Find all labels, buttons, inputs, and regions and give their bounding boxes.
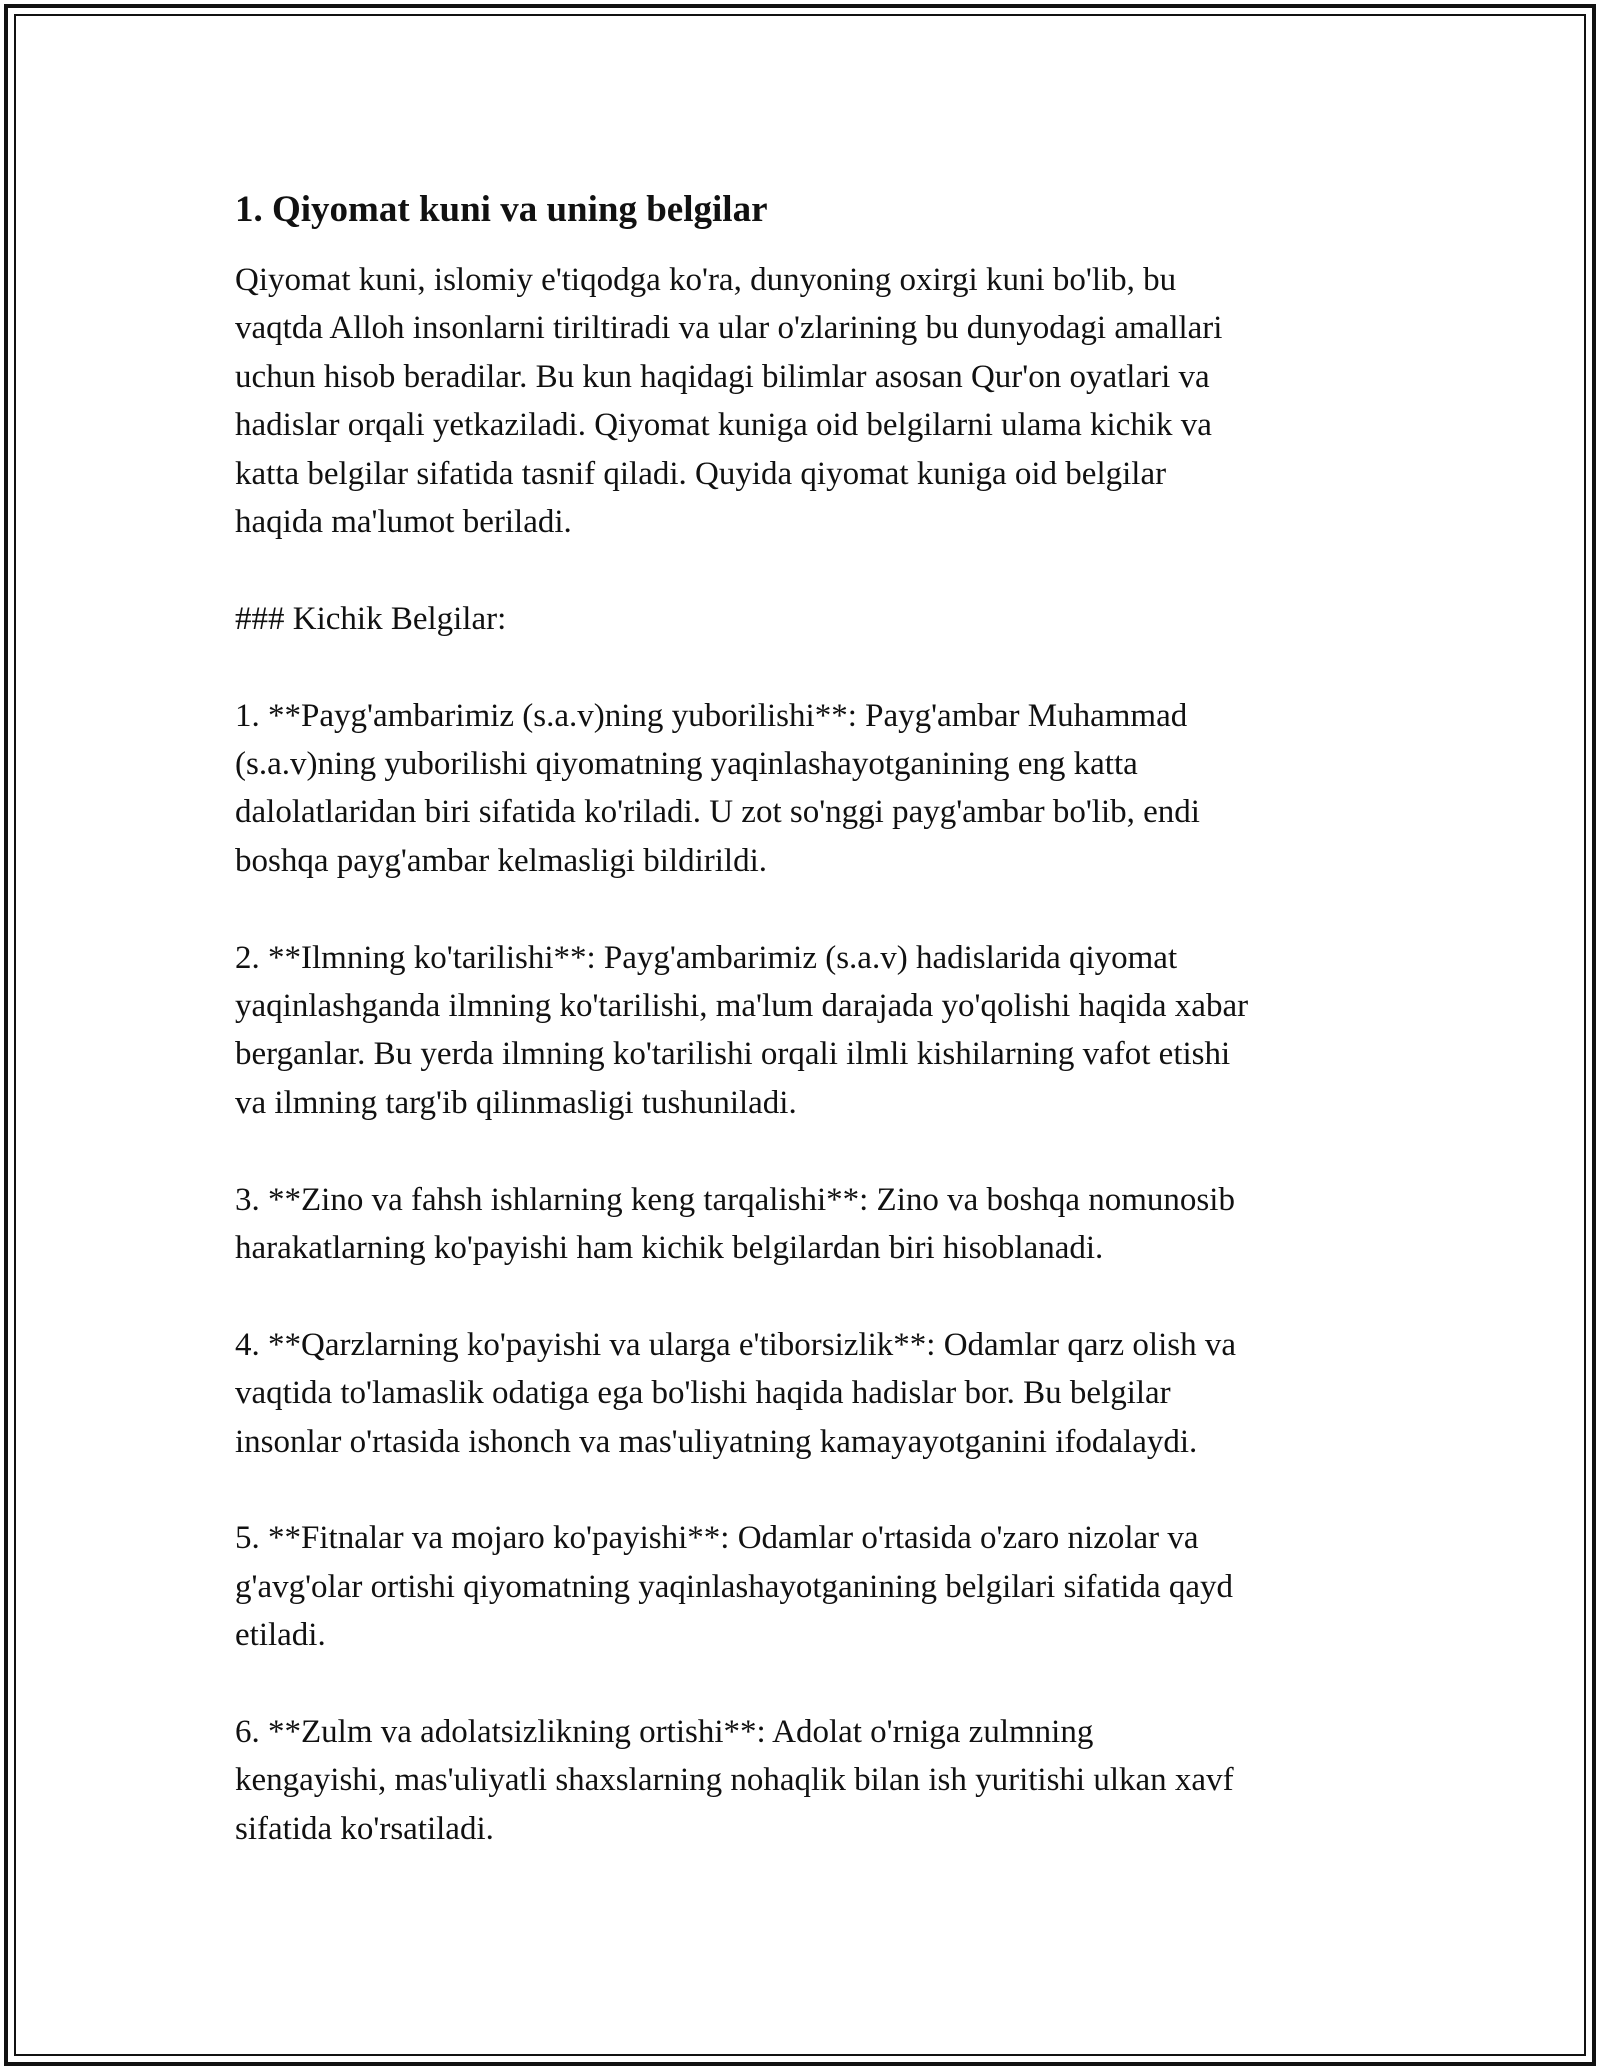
paragraph-gap xyxy=(235,643,1370,691)
text-line: dalolatlaridan biri sifatida ko'riladi. U zot so'nggi payg'ambar bo'lib, endi xyxy=(235,794,1200,831)
list-item xyxy=(235,1514,1370,1659)
signs-list xyxy=(235,643,1370,1853)
text-line: katta belgilar sifatida tasnif qiladi. Quyida qiyomat kuniga oid belgilar xyxy=(235,455,1167,492)
text-line: berganlar. Bu yerda ilmning ko'tarilishi orqali ilmli kishilarning vafot etishi xyxy=(235,1036,1231,1073)
text-line: uchun hisob beradilar. Bu kun haqidagi bilimlar asosan Qur'on oyatlari va xyxy=(235,358,1210,395)
text-line: 6. **Zulm va adolatsizlikning ortishi**: Adolat o'rniga zulmning xyxy=(235,1714,1094,1751)
text-line: vaqtda Alloh insonlarni tiriltiradi va ular o'zlarining bu dunyodagi amallari xyxy=(235,310,1223,347)
text-line: insonlar o'rtasida ishonch va mas'uliyatning kamayayotganini ifodalaydi. xyxy=(235,1423,1198,1460)
text-line: harakatlarning ko'payishi ham kichik belgilardan biri hisoblanadi. xyxy=(235,1230,1104,1267)
paragraph-gap xyxy=(235,1272,1370,1320)
paragraph-gap xyxy=(235,546,1370,594)
document-title: 1. Qiyomat kuni va uning belgilar xyxy=(235,189,768,230)
paragraph-gap xyxy=(235,885,1370,933)
text-line: 1. **Payg'ambarimiz (s.a.v)ning yuborilishi**: Payg'ambar Muhammad xyxy=(235,697,1188,734)
text-line: vaqtida to'lamaslik odatiga ega bo'lishi haqida hadislar bor. Bu belgilar xyxy=(235,1375,1171,1412)
list-item xyxy=(235,1708,1370,1853)
text-line: 5. **Fitnalar va mojaro ko'payishi**: Odamlar o'rtasida o'zaro nizolar va xyxy=(235,1520,1199,1557)
paragraph-gap xyxy=(235,1127,1370,1175)
text-line: g'avg'olar ortishi qiyomatning yaqinlashayotganining belgilari sifatida qayd xyxy=(235,1568,1234,1605)
list-item xyxy=(235,1176,1370,1273)
text-line: haqida ma'lumot beriladi. xyxy=(235,504,572,541)
list-item xyxy=(235,692,1370,886)
text-line: 4. **Qarzlarning ko'payishi va ularga e'tiborsizlik**: Odamlar qarz olish va xyxy=(235,1326,1237,1363)
text-line: Qiyomat kuni, islomiy e'tiqodga ko'ra, dunyoning oxirgi kuni bo'lib, bu xyxy=(235,262,1177,298)
text-line: hadislar orqali yetkaziladi. Qiyomat kuniga oid belgilarni ulama kichik va xyxy=(235,407,1212,444)
section-heading: ### Kichik Belgilar: xyxy=(235,600,507,637)
paragraph-gap xyxy=(235,1660,1370,1708)
text-line: boshqa payg'ambar kelmasligi bildirildi. xyxy=(235,842,768,879)
text-line: va ilmning targ'ib qilinmasligi tushuniladi. xyxy=(235,1084,797,1121)
document-body xyxy=(235,186,1370,1853)
text-line: 3. **Zino va fahsh ishlarning keng tarqalishi**: Zino va boshqa nomunosib xyxy=(235,1181,1235,1218)
list-item xyxy=(235,1321,1370,1466)
text-line: sifatida ko'rsatiladi. xyxy=(235,1810,494,1847)
paragraph-gap xyxy=(235,1466,1370,1514)
text-line: (s.a.v)ning yuborilishi qiyomatning yaqinlashayotganining eng katta xyxy=(235,746,1138,783)
text-line: kengayishi, mas'uliyatli shaxslarning nohaqlik bilan ish yuritishi ulkan xavf xyxy=(235,1762,1234,1799)
intro-paragraph xyxy=(235,256,1370,546)
text-line: 2. **Ilmning ko'tarilishi**: Payg'ambarimiz (s.a.v) hadislarida qiyomat xyxy=(235,939,1178,976)
text-line: etiladi. xyxy=(235,1617,326,1654)
text-line: yaqinlashganda ilmning ko'tarilishi, ma'lum darajada yo'qolishi haqida xabar xyxy=(235,988,1249,1025)
list-item xyxy=(235,934,1370,1128)
